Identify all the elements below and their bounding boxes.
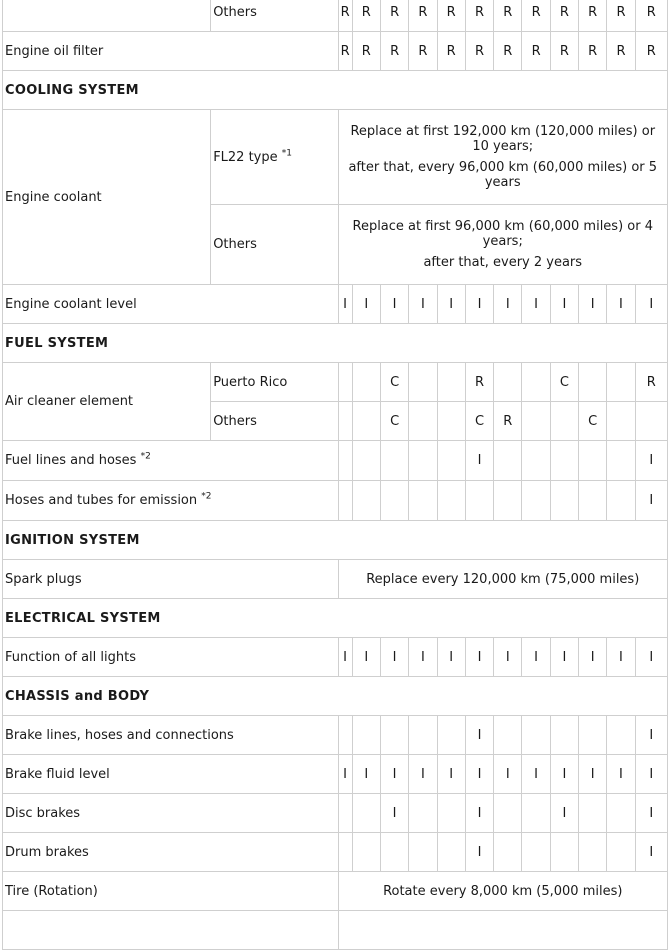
interval-cell: I <box>635 481 667 521</box>
interval-cell <box>338 794 352 833</box>
item-label: Drum brakes <box>3 833 339 872</box>
section-ignition-system <box>3 521 668 560</box>
item-label: Spark plugs <box>3 560 339 599</box>
interval-cell <box>607 794 635 833</box>
interval-cell: I <box>338 285 352 324</box>
interval-cell: R <box>579 0 607 32</box>
interval-cell: R <box>338 0 352 32</box>
interval-cell: I <box>437 285 465 324</box>
interval-cell: I <box>494 755 522 794</box>
item-label: Tire (Rotation) <box>3 872 339 911</box>
interval-cell <box>380 481 408 521</box>
section-heading: CHASSIS and BODY <box>3 677 668 716</box>
interval-cell <box>635 402 667 441</box>
interval-cell: R <box>522 32 550 71</box>
interval-cell: R <box>607 32 635 71</box>
interval-cell: R <box>607 0 635 32</box>
sublabel-text: FL22 type <box>213 149 278 165</box>
interval-cell <box>522 481 550 521</box>
interval-cell: I <box>338 755 352 794</box>
interval-cell: I <box>579 285 607 324</box>
interval-cell: I <box>550 638 578 677</box>
interval-cell: R <box>409 32 437 71</box>
interval-cell: R <box>635 0 667 32</box>
interval-cell <box>522 833 550 872</box>
footnote-mark: *1 <box>281 148 292 159</box>
interval-cell: I <box>465 794 493 833</box>
interval-cell <box>338 402 352 441</box>
interval-cell: R <box>352 0 380 32</box>
interval-cell: I <box>465 755 493 794</box>
interval-cell <box>607 481 635 521</box>
coolant-fl22-schedule <box>338 110 667 205</box>
interval-cell: I <box>550 755 578 794</box>
section-electrical-system <box>3 599 668 638</box>
interval-cell: R <box>494 32 522 71</box>
item-label <box>3 911 339 950</box>
interval-cell <box>494 481 522 521</box>
interval-cell <box>380 716 408 755</box>
interval-cell <box>579 481 607 521</box>
section-fuel-system <box>3 324 668 363</box>
item-label: Engine coolant <box>3 110 211 285</box>
interval-cell: I <box>579 638 607 677</box>
row-emission-hoses <box>3 481 668 521</box>
interval-cell <box>437 441 465 481</box>
interval-cell <box>409 833 437 872</box>
interval-cell: R <box>522 0 550 32</box>
interval-cell <box>352 441 380 481</box>
next-schedule-cell <box>338 911 667 950</box>
row-disc-brakes <box>3 794 668 833</box>
interval-cell: I <box>494 638 522 677</box>
interval-cell: R <box>465 363 493 402</box>
interval-cell <box>550 402 578 441</box>
interval-cell: I <box>352 755 380 794</box>
schedule-line: Replace at first 96,000 km (60,000 miles) or 4 years; <box>352 219 653 249</box>
interval-cell: I <box>635 833 667 872</box>
item-label <box>3 441 339 481</box>
interval-cell <box>437 402 465 441</box>
interval-cell <box>437 716 465 755</box>
item-sublabel: Others <box>211 0 338 32</box>
interval-cell <box>380 833 408 872</box>
interval-cell <box>352 794 380 833</box>
interval-cell: I <box>522 285 550 324</box>
item-label: Engine oil filter <box>3 32 339 71</box>
interval-cell: C <box>579 402 607 441</box>
interval-cell: I <box>635 716 667 755</box>
interval-cell: I <box>338 638 352 677</box>
interval-cell: C <box>550 363 578 402</box>
interval-cell: R <box>409 0 437 32</box>
interval-cell <box>380 441 408 481</box>
interval-cell: C <box>380 402 408 441</box>
interval-cell <box>522 716 550 755</box>
interval-cell <box>409 481 437 521</box>
interval-cell: C <box>380 363 408 402</box>
label-text: Fuel lines and hoses <box>5 453 137 468</box>
row-spark-plugs <box>3 560 668 599</box>
interval-cell: R <box>579 32 607 71</box>
interval-cell <box>409 441 437 481</box>
interval-cell: I <box>494 285 522 324</box>
interval-cell: I <box>465 285 493 324</box>
coolant-others-schedule <box>338 205 667 285</box>
interval-cell: I <box>409 638 437 677</box>
row-air-cleaner-puerto-rico <box>3 363 668 402</box>
item-label <box>3 481 339 521</box>
section-heading: FUEL SYSTEM <box>3 324 668 363</box>
interval-cell <box>437 481 465 521</box>
row-drum-brakes <box>3 833 668 872</box>
interval-cell <box>338 441 352 481</box>
interval-cell: R <box>635 32 667 71</box>
interval-cell <box>494 794 522 833</box>
interval-cell: I <box>465 638 493 677</box>
tire-rotation-schedule: Rotate every 8,000 km (5,000 miles) <box>338 872 667 911</box>
section-heading: COOLING SYSTEM <box>3 71 668 110</box>
schedule-line: after that, every 2 years <box>423 255 583 270</box>
interval-cell: I <box>579 755 607 794</box>
interval-cell <box>352 481 380 521</box>
interval-cell: R <box>465 32 493 71</box>
interval-cell <box>550 716 578 755</box>
interval-cell <box>607 363 635 402</box>
interval-cell <box>579 794 607 833</box>
item-label <box>3 0 211 32</box>
item-label: Air cleaner element <box>3 363 211 441</box>
schedule-line: Replace at first 192,000 km (120,000 miles) or 10 years; <box>350 124 656 154</box>
row-engine-coolant-fl22 <box>3 110 668 205</box>
row-next-cut <box>3 911 668 950</box>
section-cooling-system <box>3 71 668 110</box>
interval-cell: R <box>635 363 667 402</box>
interval-cell: I <box>607 755 635 794</box>
interval-cell <box>494 441 522 481</box>
interval-cell: I <box>465 716 493 755</box>
row-brake-fluid-level <box>3 755 668 794</box>
interval-cell: R <box>494 0 522 32</box>
interval-cell: R <box>380 32 408 71</box>
item-label: Disc brakes <box>3 794 339 833</box>
interval-cell: I <box>465 833 493 872</box>
interval-cell: I <box>380 755 408 794</box>
interval-cell <box>465 481 493 521</box>
interval-cell <box>494 833 522 872</box>
interval-cell: R <box>465 0 493 32</box>
interval-cell: I <box>380 285 408 324</box>
interval-cell: I <box>607 285 635 324</box>
interval-cell <box>409 794 437 833</box>
interval-cell <box>579 441 607 481</box>
interval-cell: I <box>409 285 437 324</box>
item-sublabel: Others <box>211 402 338 441</box>
interval-cell <box>494 363 522 402</box>
interval-cell <box>550 833 578 872</box>
interval-cell <box>579 833 607 872</box>
interval-cell: R <box>550 32 578 71</box>
interval-cell <box>437 833 465 872</box>
interval-cell <box>409 363 437 402</box>
interval-cell: R <box>352 32 380 71</box>
row-function-of-all-lights <box>3 638 668 677</box>
row-fuel-lines <box>3 441 668 481</box>
interval-cell: R <box>494 402 522 441</box>
row-brake-lines <box>3 716 668 755</box>
interval-cell: I <box>380 638 408 677</box>
interval-cell <box>352 402 380 441</box>
maintenance-schedule-table <box>2 0 668 950</box>
row-tire-rotation <box>3 872 668 911</box>
interval-cell: I <box>409 755 437 794</box>
item-sublabel: Puerto Rico <box>211 363 338 402</box>
interval-cell <box>352 363 380 402</box>
interval-cell <box>607 402 635 441</box>
interval-cell: I <box>635 441 667 481</box>
spark-plugs-schedule: Replace every 120,000 km (75,000 miles) <box>338 560 667 599</box>
interval-cell <box>409 402 437 441</box>
interval-cell <box>522 402 550 441</box>
interval-cell <box>352 833 380 872</box>
interval-cell <box>522 441 550 481</box>
interval-cell: R <box>380 0 408 32</box>
row-engine-coolant-level <box>3 285 668 324</box>
row-others-replace <box>3 0 668 32</box>
item-sublabel <box>211 110 338 205</box>
item-label: Engine coolant level <box>3 285 339 324</box>
item-label: Brake lines, hoses and connections <box>3 716 339 755</box>
interval-cell <box>338 716 352 755</box>
interval-cell <box>338 833 352 872</box>
interval-cell <box>607 441 635 481</box>
interval-cell: I <box>635 638 667 677</box>
interval-cell <box>579 716 607 755</box>
interval-cell: I <box>522 638 550 677</box>
label-text: Hoses and tubes for emission <box>5 493 198 508</box>
footnote-mark: *2 <box>201 491 212 502</box>
section-heading: IGNITION SYSTEM <box>3 521 668 560</box>
interval-cell <box>550 441 578 481</box>
interval-cell: C <box>465 402 493 441</box>
interval-cell: I <box>522 755 550 794</box>
interval-cell: I <box>437 755 465 794</box>
interval-cell <box>607 716 635 755</box>
interval-cell: I <box>380 794 408 833</box>
interval-cell <box>522 363 550 402</box>
interval-cell <box>352 716 380 755</box>
section-chassis-and-body <box>3 677 668 716</box>
interval-cell: I <box>352 285 380 324</box>
interval-cell: I <box>607 638 635 677</box>
interval-cell <box>550 481 578 521</box>
interval-cell: I <box>550 794 578 833</box>
interval-cell <box>494 716 522 755</box>
interval-cell: R <box>550 0 578 32</box>
interval-cell: I <box>635 794 667 833</box>
interval-cell <box>579 363 607 402</box>
interval-cell <box>409 716 437 755</box>
interval-cell: R <box>437 32 465 71</box>
interval-cell <box>437 363 465 402</box>
interval-cell: I <box>437 638 465 677</box>
interval-cell <box>338 481 352 521</box>
interval-cell: R <box>437 0 465 32</box>
row-engine-oil-filter <box>3 32 668 71</box>
interval-cell <box>338 363 352 402</box>
interval-cell: I <box>465 441 493 481</box>
item-label: Brake fluid level <box>3 755 339 794</box>
interval-cell <box>437 794 465 833</box>
interval-cell: R <box>338 32 352 71</box>
schedule-line: after that, every 96,000 km (60,000 miles) or 5 years <box>348 160 658 190</box>
interval-cell: I <box>635 755 667 794</box>
interval-cell: I <box>352 638 380 677</box>
footnote-mark: *2 <box>140 451 151 462</box>
item-sublabel: Others <box>211 205 338 285</box>
section-heading: ELECTRICAL SYSTEM <box>3 599 668 638</box>
interval-cell: I <box>550 285 578 324</box>
item-label: Function of all lights <box>3 638 339 677</box>
interval-cell <box>522 794 550 833</box>
interval-cell: I <box>635 285 667 324</box>
interval-cell <box>607 833 635 872</box>
